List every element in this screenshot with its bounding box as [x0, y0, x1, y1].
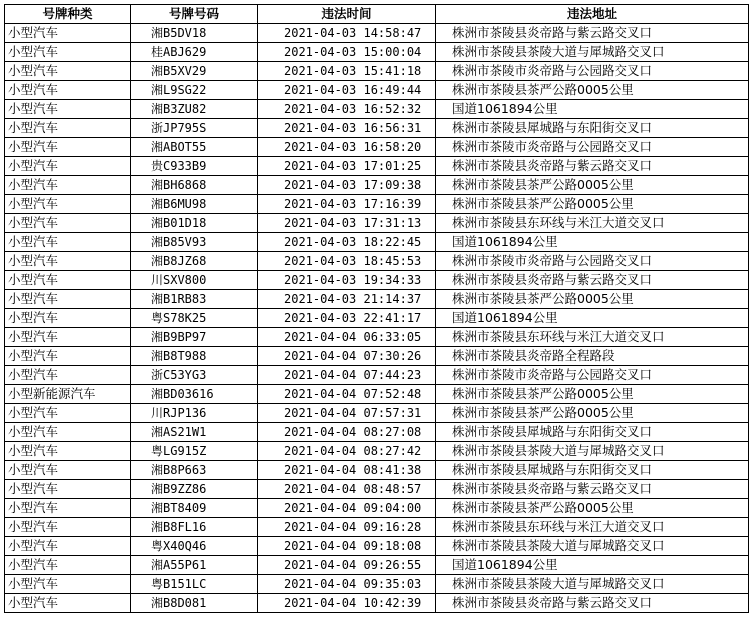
violation-address-cell: 株洲市茶陵县茶严公路0005公里 [436, 176, 749, 195]
violation-address-cell: 株洲市茶陵县东环线与米江大道交叉口 [436, 518, 749, 537]
table-row [5, 176, 749, 195]
violation-time-cell: 2021-04-03 17:16:39 [258, 195, 436, 214]
plate-number-cell: 粤B151LC [131, 575, 258, 594]
plate-type-cell: 小型汽车 [5, 119, 131, 138]
violation-time-cell: 2021-04-03 17:09:38 [258, 176, 436, 195]
table-row [5, 290, 749, 309]
violation-time-cell: 2021-04-03 22:41:17 [258, 309, 436, 328]
plate-type-cell: 小型汽车 [5, 328, 131, 347]
plate-type-cell: 小型汽车 [5, 157, 131, 176]
table-row [5, 309, 749, 328]
violation-address-cell: 株洲市茶陵市炎帝路与公园路交叉口 [436, 252, 749, 271]
header-row [5, 5, 749, 24]
table-row [5, 81, 749, 100]
plate-number-cell: 湘ABOT55 [131, 138, 258, 157]
plate-number-cell: 粤S78K25 [131, 309, 258, 328]
violation-time-cell: 2021-04-04 08:48:57 [258, 480, 436, 499]
table-body [5, 24, 749, 613]
plate-type-cell: 小型汽车 [5, 309, 131, 328]
plate-number-cell: 湘L9SG22 [131, 81, 258, 100]
violation-address-cell: 株洲市茶陵县东环线与米江大道交叉口 [436, 214, 749, 233]
violation-time-cell: 2021-04-03 17:31:13 [258, 214, 436, 233]
plate-type-cell: 小型汽车 [5, 233, 131, 252]
plate-number-cell: 川RJP136 [131, 404, 258, 423]
violation-address-cell: 国道1061894公里 [436, 309, 749, 328]
violation-time-cell: 2021-04-03 18:45:53 [258, 252, 436, 271]
violation-address-cell: 株洲市茶陵县茶陵大道与犀城路交叉口 [436, 537, 749, 556]
violation-time-cell: 2021-04-03 16:52:32 [258, 100, 436, 119]
plate-number-cell: 湘B85V93 [131, 233, 258, 252]
table-row [5, 594, 749, 613]
plate-number-cell: 湘B8D081 [131, 594, 258, 613]
plate-type-cell: 小型汽车 [5, 518, 131, 537]
table-row [5, 537, 749, 556]
table-row [5, 499, 749, 518]
plate-number-cell: 粤LG915Z [131, 442, 258, 461]
table-row [5, 347, 749, 366]
violation-time-cell: 2021-04-04 09:26:55 [258, 556, 436, 575]
violation-address-cell: 株洲市茶陵县炎帝路与紫云路交叉口 [436, 594, 749, 613]
violation-table [4, 4, 749, 613]
violation-time-cell: 2021-04-03 16:56:31 [258, 119, 436, 138]
plate-number-cell: 浙C53YG3 [131, 366, 258, 385]
violation-address-cell: 国道1061894公里 [436, 100, 749, 119]
plate-number-cell: 湘B8JZ68 [131, 252, 258, 271]
violation-address-cell: 株洲市茶陵市炎帝路与公园路交叉口 [436, 366, 749, 385]
table-row [5, 119, 749, 138]
plate-number-cell: 湘B8FL16 [131, 518, 258, 537]
table-row [5, 138, 749, 157]
violation-time-cell: 2021-04-04 06:33:05 [258, 328, 436, 347]
table-row [5, 518, 749, 537]
violation-time-cell: 2021-04-03 17:01:25 [258, 157, 436, 176]
plate-number-cell: 湘B5XV29 [131, 62, 258, 81]
violation-address-cell: 株洲市茶陵县炎帝路与紫云路交叉口 [436, 24, 749, 43]
violation-time-cell: 2021-04-03 15:00:04 [258, 43, 436, 62]
violation-time-cell: 2021-04-03 14:58:47 [258, 24, 436, 43]
violation-time-cell: 2021-04-03 19:34:33 [258, 271, 436, 290]
plate-number-cell: 湘BT8409 [131, 499, 258, 518]
plate-type-cell: 小型汽车 [5, 62, 131, 81]
table-row [5, 556, 749, 575]
plate-number-cell: 湘BH6868 [131, 176, 258, 195]
plate-type-cell: 小型汽车 [5, 138, 131, 157]
violation-time-cell: 2021-04-04 10:42:39 [258, 594, 436, 613]
plate-type-cell: 小型汽车 [5, 195, 131, 214]
plate-type-cell: 小型汽车 [5, 24, 131, 43]
table-row [5, 214, 749, 233]
plate-number-cell: 桂ABJ629 [131, 43, 258, 62]
table-row [5, 157, 749, 176]
violation-address-cell: 株洲市茶陵县炎帝路与紫云路交叉口 [436, 480, 749, 499]
table-row [5, 24, 749, 43]
table-row [5, 43, 749, 62]
violation-address-cell: 株洲市茶陵县茶严公路0005公里 [436, 404, 749, 423]
plate-type-cell: 小型汽车 [5, 100, 131, 119]
violation-time-cell: 2021-04-04 08:27:08 [258, 423, 436, 442]
plate-number-cell: 湘A55P61 [131, 556, 258, 575]
plate-number-cell: 湘BD03616 [131, 385, 258, 404]
plate-type-cell: 小型汽车 [5, 81, 131, 100]
violation-time-cell: 2021-04-04 09:18:08 [258, 537, 436, 556]
plate-number-cell: 湘B9ZZ86 [131, 480, 258, 499]
header-violation-address: 违法地址 [436, 5, 749, 24]
violation-time-cell: 2021-04-04 08:41:38 [258, 461, 436, 480]
table-row [5, 366, 749, 385]
plate-type-cell: 小型汽车 [5, 214, 131, 233]
plate-type-cell: 小型汽车 [5, 461, 131, 480]
table-row [5, 233, 749, 252]
table-row [5, 404, 749, 423]
violation-address-cell: 株洲市茶陵县茶陵大道与犀城路交叉口 [436, 43, 749, 62]
table-row [5, 252, 749, 271]
violation-address-cell: 株洲市茶陵县茶陵大道与犀城路交叉口 [436, 442, 749, 461]
plate-type-cell: 小型汽车 [5, 271, 131, 290]
violation-address-cell: 株洲市茶陵县茶严公路0005公里 [436, 290, 749, 309]
plate-number-cell: 浙JP795S [131, 119, 258, 138]
table-row [5, 62, 749, 81]
violation-time-cell: 2021-04-04 08:27:42 [258, 442, 436, 461]
table-row [5, 195, 749, 214]
table-row [5, 100, 749, 119]
violation-address-cell: 国道1061894公里 [436, 233, 749, 252]
violation-time-cell: 2021-04-03 18:22:45 [258, 233, 436, 252]
violation-address-cell: 株洲市茶陵县炎帝路全程路段 [436, 347, 749, 366]
plate-type-cell: 小型汽车 [5, 442, 131, 461]
plate-number-cell: 川SXV800 [131, 271, 258, 290]
plate-number-cell: 贵C933B9 [131, 157, 258, 176]
plate-type-cell: 小型汽车 [5, 252, 131, 271]
plate-number-cell: 湘B5DV18 [131, 24, 258, 43]
plate-type-cell: 小型汽车 [5, 594, 131, 613]
plate-number-cell: 湘B01D18 [131, 214, 258, 233]
header-plate-number: 号牌号码 [131, 5, 258, 24]
plate-number-cell: 湘B8P663 [131, 461, 258, 480]
table-row [5, 575, 749, 594]
plate-type-cell: 小型汽车 [5, 499, 131, 518]
table-row [5, 461, 749, 480]
violation-address-cell: 株洲市茶陵县炎帝路与紫云路交叉口 [436, 271, 749, 290]
plate-type-cell: 小型汽车 [5, 43, 131, 62]
plate-number-cell: 湘B6MU98 [131, 195, 258, 214]
violation-time-cell: 2021-04-04 09:35:03 [258, 575, 436, 594]
plate-type-cell: 小型汽车 [5, 176, 131, 195]
plate-type-cell: 小型汽车 [5, 537, 131, 556]
plate-number-cell: 湘B1RB83 [131, 290, 258, 309]
violation-address-cell: 株洲市茶陵县犀城路与东阳街交叉口 [436, 119, 749, 138]
plate-type-cell: 小型汽车 [5, 423, 131, 442]
plate-type-cell: 小型汽车 [5, 575, 131, 594]
plate-type-cell: 小型汽车 [5, 480, 131, 499]
plate-number-cell: 湘B8T988 [131, 347, 258, 366]
plate-number-cell: 湘AS21W1 [131, 423, 258, 442]
plate-type-cell: 小型汽车 [5, 556, 131, 575]
plate-number-cell: 湘B3ZU82 [131, 100, 258, 119]
violation-address-cell: 株洲市茶陵县炎帝路与紫云路交叉口 [436, 157, 749, 176]
table-row [5, 423, 749, 442]
violation-time-cell: 2021-04-03 21:14:37 [258, 290, 436, 309]
plate-type-cell: 小型汽车 [5, 366, 131, 385]
plate-number-cell: 湘B9BP97 [131, 328, 258, 347]
table-row [5, 271, 749, 290]
header-violation-time: 违法时间 [258, 5, 436, 24]
violation-address-cell: 株洲市茶陵市炎帝路与公园路交叉口 [436, 138, 749, 157]
plate-number-cell: 粤X40Q46 [131, 537, 258, 556]
table-row [5, 442, 749, 461]
plate-type-cell: 小型汽车 [5, 404, 131, 423]
violation-address-cell: 株洲市茶陵市炎帝路与公园路交叉口 [436, 62, 749, 81]
table-row [5, 328, 749, 347]
header-plate-type: 号牌种类 [5, 5, 131, 24]
violation-time-cell: 2021-04-03 16:58:20 [258, 138, 436, 157]
plate-type-cell: 小型新能源汽车 [5, 385, 131, 404]
violation-address-cell: 株洲市茶陵县犀城路与东阳街交叉口 [436, 461, 749, 480]
violation-address-cell: 株洲市茶陵县茶严公路0005公里 [436, 81, 749, 100]
violation-address-cell: 株洲市茶陵县茶严公路0005公里 [436, 385, 749, 404]
violation-time-cell: 2021-04-04 07:57:31 [258, 404, 436, 423]
violation-time-cell: 2021-04-04 07:52:48 [258, 385, 436, 404]
table-row [5, 385, 749, 404]
violation-address-cell: 株洲市茶陵县犀城路与东阳街交叉口 [436, 423, 749, 442]
plate-type-cell: 小型汽车 [5, 347, 131, 366]
violation-address-cell: 株洲市茶陵县东环线与米江大道交叉口 [436, 328, 749, 347]
violation-address-cell: 株洲市茶陵县茶陵大道与犀城路交叉口 [436, 575, 749, 594]
violation-address-cell: 国道1061894公里 [436, 556, 749, 575]
plate-type-cell: 小型汽车 [5, 290, 131, 309]
table-header [5, 5, 749, 24]
table-row [5, 480, 749, 499]
violation-address-cell: 株洲市茶陵县茶严公路0005公里 [436, 499, 749, 518]
violation-time-cell: 2021-04-04 07:44:23 [258, 366, 436, 385]
violation-time-cell: 2021-04-04 09:16:28 [258, 518, 436, 537]
violation-time-cell: 2021-04-03 15:41:18 [258, 62, 436, 81]
violation-time-cell: 2021-04-04 07:30:26 [258, 347, 436, 366]
violation-address-cell: 株洲市茶陵县茶严公路0005公里 [436, 195, 749, 214]
violation-time-cell: 2021-04-04 09:04:00 [258, 499, 436, 518]
violation-time-cell: 2021-04-03 16:49:44 [258, 81, 436, 100]
